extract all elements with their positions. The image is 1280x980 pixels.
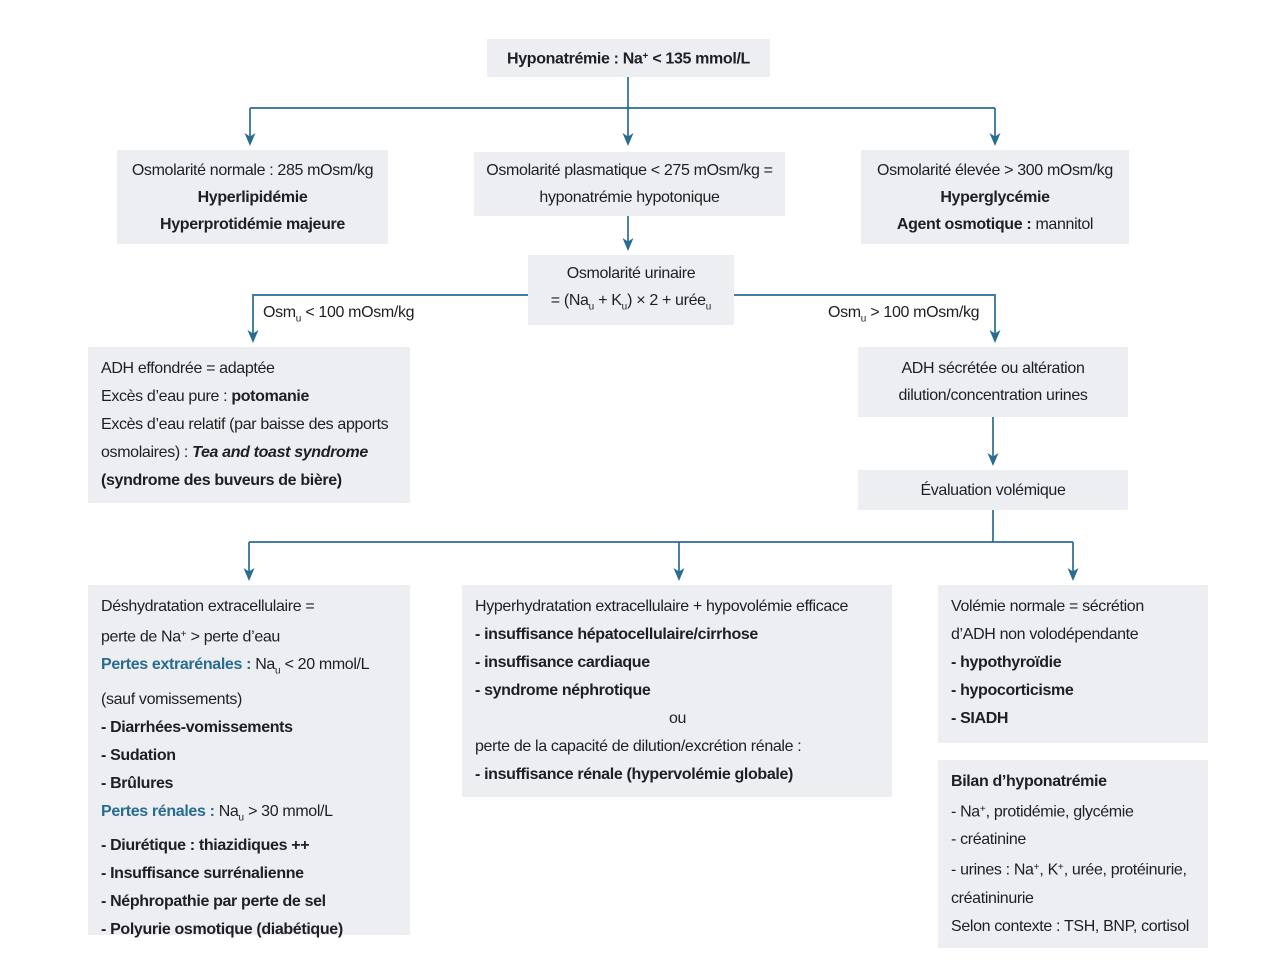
- text-segment: +: [1033, 862, 1040, 874]
- text-segment: Pertes extrarénales :: [101, 656, 256, 674]
- node-osmolarite-elevee: [861, 150, 1129, 244]
- text-segment: +: [642, 51, 649, 63]
- text-segment: - insuffisance rénale (hypervolémie globale): [475, 766, 794, 783]
- text-line: [101, 916, 398, 944]
- text-line: [475, 593, 880, 621]
- text-segment: Osm: [828, 304, 861, 321]
- node-osmolarite-urinaire: [528, 255, 734, 325]
- node-adh-secretee: [858, 347, 1128, 417]
- text-segment: > perte d’eau: [186, 628, 280, 646]
- text-segment: - insuffisance cardiaque: [475, 654, 650, 671]
- text-segment: - Diarrhées-vomissements: [101, 718, 293, 736]
- text-line: [475, 733, 880, 761]
- text-segment: potomanie: [231, 388, 310, 405]
- text-line: [475, 677, 880, 705]
- text-segment: u: [705, 301, 712, 313]
- text-line: [528, 260, 734, 287]
- text-segment: perte de la capacité de dilution/excrétion rénale :: [475, 738, 802, 755]
- text-line: [101, 467, 398, 495]
- text-segment: u: [860, 313, 867, 325]
- text-segment: u: [588, 301, 595, 313]
- text-line: [101, 860, 398, 888]
- text-segment: , K: [1039, 861, 1058, 879]
- text-line: [117, 184, 388, 211]
- text-line: [101, 621, 398, 651]
- text-line: [951, 593, 1196, 621]
- text-segment: +: [180, 629, 187, 640]
- node-volemie-normale: [938, 585, 1208, 743]
- text-line: [101, 714, 398, 742]
- text-segment: (sauf vomissements): [101, 690, 242, 708]
- text-segment: - Diurétique : thiazidiques ++: [101, 837, 310, 855]
- text-segment: u: [295, 313, 302, 325]
- text-segment: dilution/concentration urines: [898, 387, 1088, 404]
- text-line: [828, 301, 979, 331]
- text-segment: - Insuffisance surrénalienne: [101, 865, 304, 883]
- text-line: [951, 826, 1196, 854]
- text-segment: - créatinine: [951, 831, 1026, 849]
- text-line: [101, 411, 398, 439]
- text-segment: +: [1057, 862, 1064, 874]
- text-line: [117, 157, 388, 184]
- node-deshydratation-extracellulaire: [88, 585, 410, 939]
- text-line: [101, 686, 398, 714]
- node-osmolarite-plasmatique-basse: [474, 152, 785, 216]
- text-line: [475, 705, 880, 733]
- text-segment: + K: [594, 291, 622, 309]
- text-line: [951, 621, 1196, 649]
- text-segment: Déshydratation extracellulaire =: [101, 598, 315, 615]
- node-adh-effondree: [88, 347, 410, 503]
- text-segment: - Na: [951, 803, 980, 821]
- text-line: [101, 832, 398, 860]
- text-line: [951, 677, 1196, 705]
- text-line: [951, 854, 1196, 884]
- text-line: [951, 768, 1196, 796]
- text-line: [101, 383, 398, 411]
- text-segment: Selon contexte : TSH, BNP, cortisol: [951, 917, 1189, 935]
- text-segment: - hypothyroïdie: [951, 654, 1062, 671]
- text-segment: > 30 mmol/L: [243, 802, 333, 820]
- text-segment: - urines : Na: [951, 861, 1034, 879]
- text-line: [474, 184, 785, 211]
- text-segment: +: [979, 804, 986, 815]
- text-segment: Pertes rénales :: [101, 802, 219, 820]
- text-segment: ou: [668, 710, 687, 727]
- text-segment: perte de Na: [101, 628, 181, 646]
- text-segment: Osmolarité plasmatique < 275 mOsm/kg =: [486, 162, 773, 179]
- text-segment: ADH sécrétée ou altération: [901, 360, 1085, 377]
- text-line: [861, 184, 1129, 211]
- text-line: [951, 885, 1196, 913]
- text-segment: Hyponatrémie : Na: [507, 50, 643, 68]
- text-segment: > 100 mOsm/kg: [866, 304, 980, 321]
- text-segment: - syndrome néphrotique: [475, 682, 651, 699]
- text-line: [487, 43, 770, 72]
- text-segment: < 20 mmol/L: [280, 656, 370, 674]
- text-line: [101, 742, 398, 770]
- text-segment: , urée, protéinurie,: [1063, 861, 1187, 879]
- text-segment: Volémie normale = sécrétion: [951, 598, 1144, 615]
- text-line: [861, 211, 1129, 238]
- text-line: [858, 477, 1128, 504]
- text-segment: Osmolarité urinaire: [566, 264, 696, 282]
- branch-label-osmu-superieur-100: [828, 301, 979, 331]
- node-osmolarite-normale: [117, 150, 388, 244]
- text-line: [951, 913, 1196, 941]
- text-line: [101, 593, 398, 621]
- text-segment: Na: [255, 656, 275, 674]
- text-line: [858, 355, 1128, 382]
- text-segment: - hypocorticisme: [951, 682, 1074, 699]
- text-segment: Tea and toast syndrome: [192, 444, 368, 461]
- text-segment: (syndrome des buveurs de bière): [101, 472, 342, 489]
- text-line: [858, 382, 1128, 409]
- text-segment: osmolaires) :: [101, 444, 193, 461]
- text-segment: Excès d’eau relatif (par baisse des apports: [101, 416, 389, 433]
- node-hyperhydratation-extracellulaire: [462, 585, 892, 797]
- text-line: [101, 651, 398, 685]
- text-line: [101, 770, 398, 798]
- text-line: [101, 439, 398, 467]
- text-line: [101, 888, 398, 916]
- text-segment: créatininurie: [951, 889, 1034, 907]
- text-line: [861, 157, 1129, 184]
- text-segment: Excès d’eau pure :: [101, 388, 232, 405]
- text-segment: - Sudation: [101, 746, 176, 764]
- text-segment: u: [274, 665, 281, 677]
- node-evaluation-volemique: [858, 470, 1128, 510]
- node-bilan-hyponatremie: [938, 760, 1208, 948]
- text-segment: u: [238, 812, 244, 824]
- text-line: [528, 287, 734, 320]
- text-segment: Hyperlipidémie: [197, 188, 308, 206]
- text-segment: - insuffisance hépatocellulaire/cirrhose: [475, 626, 758, 643]
- text-segment: Agent osmotique :: [896, 215, 1036, 233]
- text-line: [101, 355, 398, 383]
- text-line: [475, 761, 880, 789]
- text-line: [263, 301, 414, 331]
- text-segment: ) × 2 + urée: [627, 291, 706, 309]
- text-line: [951, 705, 1196, 733]
- node-hyponatremie-definition: [487, 39, 770, 77]
- text-segment: Osmolarité normale : 285 mOsm/kg: [131, 161, 374, 179]
- text-segment: - Brûlures: [101, 774, 174, 792]
- text-segment: = (Na: [550, 291, 589, 309]
- text-line: [951, 796, 1196, 826]
- text-segment: , protidémie, glycémie: [985, 803, 1134, 821]
- text-segment: Hyperhydratation extracellulaire + hypovolémie efficace: [475, 598, 849, 615]
- text-segment: Évaluation volémique: [920, 481, 1066, 499]
- text-segment: ADH effondrée = adaptée: [101, 360, 275, 377]
- text-segment: Hyperglycémie: [940, 188, 1050, 206]
- text-line: [474, 157, 785, 184]
- text-segment: u: [621, 301, 628, 313]
- text-segment: < 100 mOsm/kg: [301, 304, 415, 321]
- text-line: [475, 649, 880, 677]
- text-segment: - SIADH: [951, 710, 1009, 727]
- text-segment: Bilan d’hyponatrémie: [951, 773, 1107, 790]
- text-segment: < 135 mmol/L: [648, 50, 750, 68]
- text-segment: Na: [218, 802, 239, 820]
- text-line: [101, 798, 398, 832]
- text-segment: d’ADH non volodépendante: [951, 626, 1139, 643]
- text-segment: Osmolarité élevée > 300 mOsm/kg: [877, 161, 1113, 179]
- branch-label-osmu-inferieur-100: [263, 301, 414, 331]
- text-segment: Osm: [263, 304, 296, 321]
- text-segment: - Néphropathie par perte de sel: [101, 893, 326, 911]
- text-line: [475, 621, 880, 649]
- text-segment: - Polyurie osmotique (diabétique): [101, 921, 343, 939]
- text-segment: mannitol: [1035, 215, 1094, 233]
- text-segment: Hyperprotidémie majeure: [160, 215, 345, 233]
- text-line: [951, 649, 1196, 677]
- text-line: [117, 211, 388, 238]
- text-segment: hyponatrémie hypotonique: [539, 189, 720, 206]
